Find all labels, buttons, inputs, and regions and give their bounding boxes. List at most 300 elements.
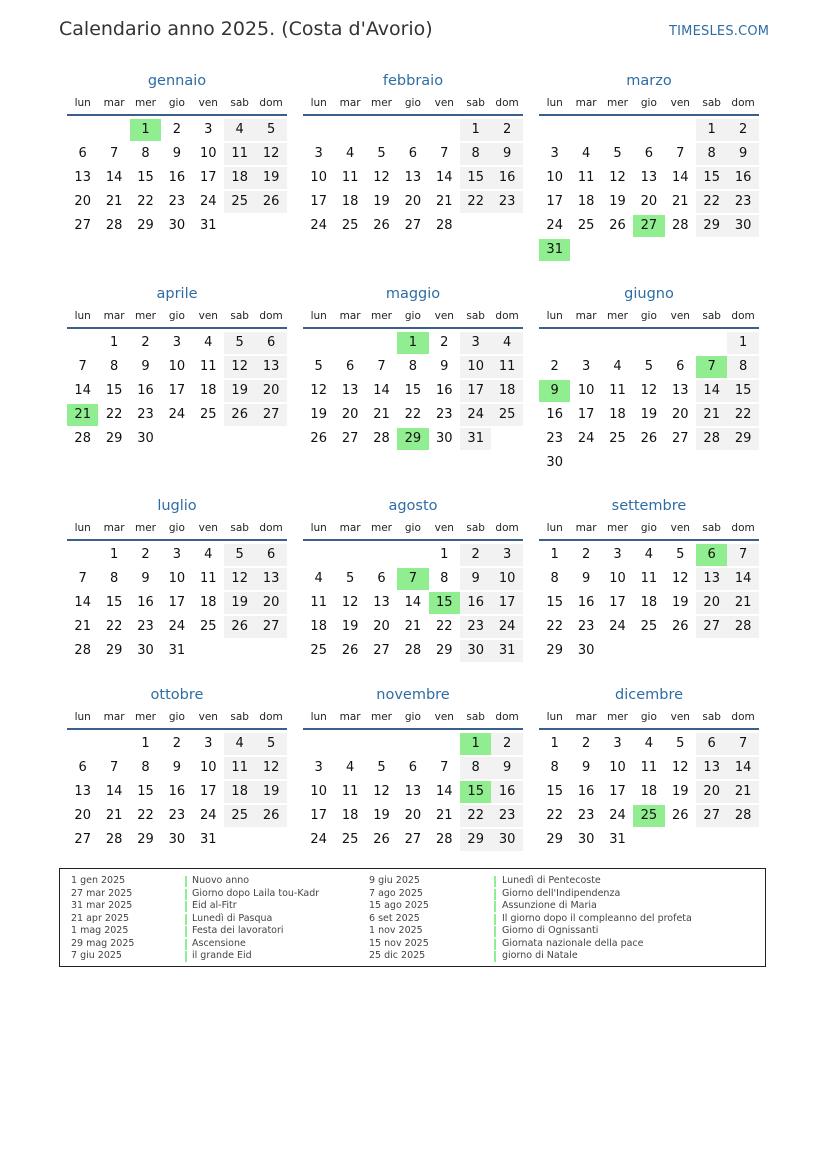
weekday-label: mar: [339, 522, 361, 534]
day-cell: 18: [224, 781, 255, 803]
weekday-label: dom: [259, 522, 283, 534]
day-cell: 28: [727, 616, 758, 638]
day-cell: 19: [224, 592, 255, 614]
day-cell: 20: [341, 407, 359, 422]
weekday-label: mar: [103, 711, 125, 723]
legend-marker: [185, 901, 187, 912]
day-cell: 11: [640, 760, 658, 775]
day-cell: 30: [546, 455, 563, 470]
day-cell: 9: [440, 359, 449, 374]
day-cell: 27: [404, 218, 422, 233]
weekday-label: gio: [168, 310, 185, 322]
day-cell: 8: [408, 359, 418, 374]
weekday-label: mar: [339, 97, 361, 109]
day-cell: 23: [491, 191, 522, 213]
day-cell: 1: [440, 547, 449, 562]
day-cell: 13: [696, 757, 727, 779]
day-cell: 17: [168, 595, 186, 610]
day-cell: 30: [168, 218, 186, 233]
weekday-label: mer: [606, 97, 628, 109]
day-cell: 1: [696, 119, 727, 141]
weekday-label: gio: [640, 522, 657, 534]
weekday-label: gio: [640, 97, 657, 109]
day-cell: 7: [440, 146, 449, 161]
day-cell: 26: [640, 431, 658, 446]
legend-holiday-name: Giorno dell'Indipendenza: [502, 887, 621, 899]
weekday-label: ven: [434, 310, 454, 322]
weekday-label: mar: [103, 522, 125, 534]
day-cell: 30: [137, 643, 154, 658]
weekday-label: lun: [310, 310, 327, 322]
header-divider: [67, 114, 287, 116]
day-cell: 27: [373, 643, 390, 658]
day-cell: 25: [310, 643, 327, 658]
month-name: settembre: [611, 498, 687, 514]
weekday-label: ven: [198, 711, 218, 723]
weekday-label: sab: [230, 711, 249, 723]
day-cell: 6: [78, 760, 87, 775]
day-cell: 9: [172, 146, 182, 161]
weekday-label: ven: [434, 711, 454, 723]
day-cell: 17: [546, 194, 563, 209]
day-cell: 2: [460, 544, 491, 566]
day-cell: 8: [696, 143, 727, 165]
weekday-label: gio: [168, 711, 185, 723]
legend-holiday-name: Il giorno dopo il compleanno del profeta: [502, 912, 692, 924]
day-cell: 22: [404, 407, 422, 422]
day-cell: 13: [696, 568, 727, 590]
weekday-label: mar: [575, 522, 597, 534]
day-cell: 11: [200, 359, 217, 374]
legend-date: 7 giu 2025: [71, 950, 122, 961]
day-cell: 8: [109, 571, 119, 586]
day-cell: 2: [727, 119, 758, 141]
header-divider: [67, 327, 287, 329]
day-cell: 27: [74, 218, 91, 233]
day-cell: 4: [204, 335, 213, 350]
day-cell: 14: [373, 383, 390, 398]
legend-marker: [185, 876, 187, 887]
day-cell: 26: [609, 218, 626, 233]
day-cell: 13: [404, 170, 422, 185]
legend-date: 27 mar 2025: [71, 887, 133, 899]
day-cell: 25: [200, 407, 217, 422]
day-cell: 26: [255, 805, 286, 827]
day-cell: 10: [460, 356, 491, 378]
day-cell: 18: [341, 194, 359, 209]
day-cell: 14: [105, 784, 123, 799]
day-cell: 23: [727, 191, 758, 213]
day-cell: 29: [436, 643, 453, 658]
day-cell: 21: [105, 194, 123, 209]
weekday-label: dom: [731, 97, 755, 109]
day-cell: 23: [491, 805, 522, 827]
weekday-label: mer: [134, 522, 156, 534]
day-cell: 2: [550, 359, 559, 374]
day-cell: 8: [727, 356, 758, 378]
day-cell: 22: [105, 619, 123, 634]
weekday-label: ven: [670, 310, 690, 322]
weekday-label: lun: [74, 97, 91, 109]
holiday-day-cell: 1: [130, 119, 161, 141]
day-cell: 10: [310, 170, 327, 185]
day-cell: 3: [550, 146, 559, 161]
day-cell: 1: [109, 547, 119, 562]
day-cell: 20: [672, 407, 689, 422]
weekday-label: lun: [546, 711, 563, 723]
day-cell: 30: [577, 832, 595, 847]
weekday-label: lun: [310, 522, 327, 534]
weekday-label: sab: [702, 310, 721, 322]
day-cell: 16: [168, 784, 186, 799]
day-cell: 21: [105, 808, 123, 823]
day-cell: 9: [141, 571, 150, 586]
day-cell: 27: [255, 404, 286, 426]
day-cell: 12: [224, 356, 255, 378]
weekday-label: mer: [370, 711, 392, 723]
month-name: aprile: [156, 286, 198, 302]
day-cell: 21: [436, 194, 453, 209]
day-cell: 12: [672, 571, 689, 586]
day-cell: 19: [310, 407, 327, 422]
day-cell: 25: [200, 619, 217, 634]
day-cell: 18: [224, 167, 255, 189]
weekday-label: lun: [310, 711, 327, 723]
page-title: Calendario anno 2025. (Costa d'Avorio): [59, 18, 433, 40]
legend-marker: [494, 926, 496, 937]
day-cell: 16: [460, 592, 491, 614]
day-cell: 21: [436, 808, 453, 823]
day-cell: 22: [105, 407, 123, 422]
day-cell: 15: [696, 167, 727, 189]
weekday-label: sab: [466, 310, 485, 322]
day-cell: 10: [491, 568, 522, 590]
day-cell: 10: [609, 571, 626, 586]
day-cell: 17: [577, 407, 595, 422]
day-cell: 5: [377, 146, 386, 161]
day-cell: 18: [609, 407, 626, 422]
day-cell: 25: [640, 619, 658, 634]
day-cell: 28: [105, 832, 123, 847]
day-cell: 24: [546, 218, 563, 233]
day-cell: 29: [105, 431, 123, 446]
day-cell: 26: [341, 643, 359, 658]
day-cell: 24: [200, 194, 217, 209]
day-cell: 2: [440, 335, 449, 350]
month-name: dicembre: [614, 687, 684, 703]
day-cell: 31: [460, 428, 491, 450]
day-cell: 6: [255, 544, 286, 566]
day-cell: 23: [577, 619, 595, 634]
month-name: marzo: [626, 73, 672, 89]
day-cell: 18: [200, 383, 217, 398]
day-cell: 28: [74, 431, 91, 446]
day-cell: 11: [491, 356, 522, 378]
day-cell: 30: [137, 431, 154, 446]
day-cell: 1: [460, 119, 491, 141]
weekday-label: mar: [103, 310, 125, 322]
day-cell: 13: [341, 383, 359, 398]
day-cell: 1: [550, 736, 559, 751]
day-cell: 21: [672, 194, 689, 209]
day-cell: 29: [546, 832, 563, 847]
day-cell: 6: [696, 733, 727, 755]
day-cell: 3: [613, 736, 622, 751]
day-cell: 3: [172, 547, 182, 562]
day-cell: 13: [373, 595, 390, 610]
weekday-label: dom: [731, 711, 755, 723]
day-cell: 5: [377, 760, 386, 775]
day-cell: 5: [224, 332, 255, 354]
legend-holiday-name: Festa dei lavoratori: [192, 925, 284, 936]
day-cell: 21: [696, 404, 727, 426]
day-cell: 4: [345, 760, 355, 775]
legend-holiday-name: Lunedì di Pasqua: [192, 912, 273, 924]
legend-date: 29 mag 2025: [71, 937, 135, 949]
day-cell: 12: [310, 383, 327, 398]
day-cell: 18: [200, 595, 217, 610]
legend-date: 7 ago 2025: [369, 887, 423, 899]
day-cell: 27: [255, 616, 286, 638]
day-cell: 23: [436, 407, 453, 422]
header-divider: [303, 539, 523, 541]
day-cell: 24: [609, 619, 626, 634]
day-cell: 31: [200, 218, 217, 233]
day-cell: 25: [341, 832, 359, 847]
day-cell: 1: [141, 736, 150, 751]
day-cell: 18: [341, 808, 359, 823]
day-cell: 13: [74, 170, 91, 185]
day-cell: 11: [224, 143, 255, 165]
day-cell: 26: [224, 616, 255, 638]
day-cell: 20: [696, 781, 727, 803]
day-cell: 14: [74, 595, 91, 610]
day-cell: 9: [491, 143, 522, 165]
day-cell: 24: [609, 808, 626, 823]
day-cell: 2: [491, 733, 522, 755]
day-cell: 5: [676, 736, 685, 751]
day-cell: 6: [676, 359, 685, 374]
legend-date: 1 nov 2025: [369, 925, 423, 936]
legend-date: 1 gen 2025: [71, 875, 126, 886]
day-cell: 28: [74, 643, 91, 658]
weekday-label: mar: [575, 310, 597, 322]
day-cell: 3: [314, 760, 323, 775]
day-cell: 29: [460, 829, 491, 851]
weekday-label: dom: [259, 310, 283, 322]
day-cell: 25: [224, 191, 255, 213]
month-name: agosto: [388, 498, 438, 514]
weekday-label: mer: [606, 310, 628, 322]
day-cell: 31: [491, 640, 522, 662]
day-cell: 7: [440, 760, 449, 775]
site-link[interactable]: TIMESLES.COM: [669, 24, 770, 39]
day-cell: 15: [546, 784, 563, 799]
day-cell: 6: [78, 146, 87, 161]
holiday-day-cell: 15: [460, 781, 491, 803]
day-cell: 13: [672, 383, 689, 398]
day-cell: 23: [577, 808, 595, 823]
legend-holiday-name: Nuovo anno: [192, 875, 250, 886]
weekday-label: dom: [495, 711, 519, 723]
holiday-day-cell: 1: [460, 733, 491, 755]
day-cell: 4: [345, 146, 355, 161]
day-cell: 21: [74, 619, 91, 634]
day-cell: 22: [546, 619, 563, 634]
holiday-day-cell: 31: [539, 239, 570, 261]
day-cell: 8: [550, 760, 559, 775]
day-cell: 3: [172, 335, 182, 350]
day-cell: 20: [404, 808, 422, 823]
weekday-label: gio: [168, 97, 185, 109]
legend-date: 9 giu 2025: [369, 875, 420, 886]
day-cell: 11: [310, 595, 327, 610]
weekday-label: ven: [198, 310, 218, 322]
header-divider: [539, 539, 759, 541]
day-cell: 22: [137, 194, 154, 209]
day-cell: 9: [460, 568, 491, 590]
day-cell: 6: [644, 146, 654, 161]
weekday-label: ven: [670, 711, 690, 723]
day-cell: 19: [609, 194, 626, 209]
day-cell: 19: [255, 167, 286, 189]
day-cell: 14: [727, 757, 758, 779]
holiday-day-cell: 21: [67, 404, 98, 426]
day-cell: 15: [105, 595, 123, 610]
weekday-label: mer: [370, 310, 392, 322]
day-cell: 18: [310, 619, 327, 634]
legend-marker: [494, 901, 496, 912]
day-cell: 21: [373, 407, 390, 422]
weekday-label: ven: [198, 97, 218, 109]
month-name: febbraio: [382, 73, 444, 89]
day-cell: 19: [373, 194, 390, 209]
weekday-label: dom: [731, 310, 755, 322]
day-cell: 8: [141, 146, 150, 161]
day-cell: 17: [168, 383, 186, 398]
day-cell: 16: [168, 170, 186, 185]
day-cell: 4: [224, 119, 255, 141]
legend-holiday-name: giorno di Natale: [502, 950, 578, 961]
day-cell: 20: [74, 808, 91, 823]
day-cell: 7: [727, 733, 758, 755]
day-cell: 24: [168, 407, 186, 422]
day-cell: 25: [224, 805, 255, 827]
day-cell: 21: [404, 619, 422, 634]
weekday-label: dom: [495, 310, 519, 322]
legend-date: 31 mar 2025: [71, 900, 133, 911]
day-cell: 9: [581, 760, 591, 775]
day-cell: 9: [491, 757, 522, 779]
day-cell: 4: [314, 571, 323, 586]
day-cell: 6: [345, 359, 355, 374]
day-cell: 7: [727, 544, 758, 566]
day-cell: 26: [224, 404, 255, 426]
day-cell: 22: [546, 808, 563, 823]
day-cell: 9: [141, 359, 150, 374]
day-cell: 22: [696, 191, 727, 213]
holiday-day-cell: 27: [633, 215, 664, 237]
legend-holiday-name: Giorno di Ognissanti: [502, 925, 599, 936]
day-cell: 20: [74, 194, 91, 209]
day-cell: 26: [373, 218, 390, 233]
day-cell: 28: [696, 428, 727, 450]
day-cell: 13: [255, 568, 286, 590]
weekday-label: mar: [575, 711, 597, 723]
day-cell: 29: [105, 643, 123, 658]
day-cell: 22: [727, 404, 758, 426]
weekday-label: gio: [404, 97, 421, 109]
day-cell: 4: [204, 547, 213, 562]
weekday-label: gio: [640, 711, 657, 723]
day-cell: 26: [672, 808, 689, 823]
day-cell: 3: [204, 736, 213, 751]
day-cell: 17: [200, 784, 217, 799]
day-cell: 18: [577, 194, 595, 209]
day-cell: 23: [460, 616, 491, 638]
day-cell: 12: [640, 383, 658, 398]
day-cell: 10: [546, 170, 563, 185]
day-cell: 20: [255, 592, 286, 614]
day-cell: 10: [609, 760, 626, 775]
day-cell: 23: [168, 808, 186, 823]
weekday-label: mer: [606, 522, 628, 534]
weekday-label: mer: [370, 522, 392, 534]
day-cell: 16: [546, 407, 563, 422]
day-cell: 17: [609, 595, 626, 610]
legend-marker: [494, 889, 496, 900]
day-cell: 17: [310, 808, 327, 823]
day-cell: 15: [137, 784, 154, 799]
day-cell: 28: [727, 805, 758, 827]
legend-holiday-name: il grande Eid: [192, 950, 252, 961]
legend-marker: [494, 951, 496, 962]
day-cell: 28: [404, 643, 422, 658]
header-divider: [303, 114, 523, 116]
day-cell: 5: [644, 359, 654, 374]
holiday-day-cell: 25: [633, 805, 664, 827]
day-cell: 14: [74, 383, 91, 398]
day-cell: 2: [141, 335, 150, 350]
day-cell: 9: [172, 760, 182, 775]
day-cell: 6: [408, 146, 418, 161]
day-cell: 16: [137, 383, 154, 398]
day-cell: 20: [696, 592, 727, 614]
day-cell: 24: [491, 616, 522, 638]
day-cell: 18: [640, 784, 658, 799]
weekday-label: sab: [702, 711, 721, 723]
weekday-label: sab: [230, 97, 249, 109]
weekday-label: lun: [74, 522, 91, 534]
day-cell: 11: [640, 571, 658, 586]
day-cell: 10: [577, 383, 595, 398]
header-divider: [303, 327, 523, 329]
weekday-label: sab: [702, 97, 721, 109]
day-cell: 4: [644, 547, 654, 562]
weekday-label: mer: [134, 97, 156, 109]
month-name: gennaio: [147, 73, 207, 89]
legend-date: 25 dic 2025: [369, 950, 426, 961]
holiday-legend: [59, 868, 766, 967]
day-cell: 23: [137, 407, 154, 422]
day-cell: 2: [141, 547, 150, 562]
legend-date: 6 set 2025: [369, 912, 420, 924]
day-cell: 10: [310, 784, 327, 799]
day-cell: 7: [676, 146, 685, 161]
weekday-label: dom: [731, 522, 755, 534]
day-cell: 8: [440, 571, 449, 586]
day-cell: 16: [727, 167, 758, 189]
